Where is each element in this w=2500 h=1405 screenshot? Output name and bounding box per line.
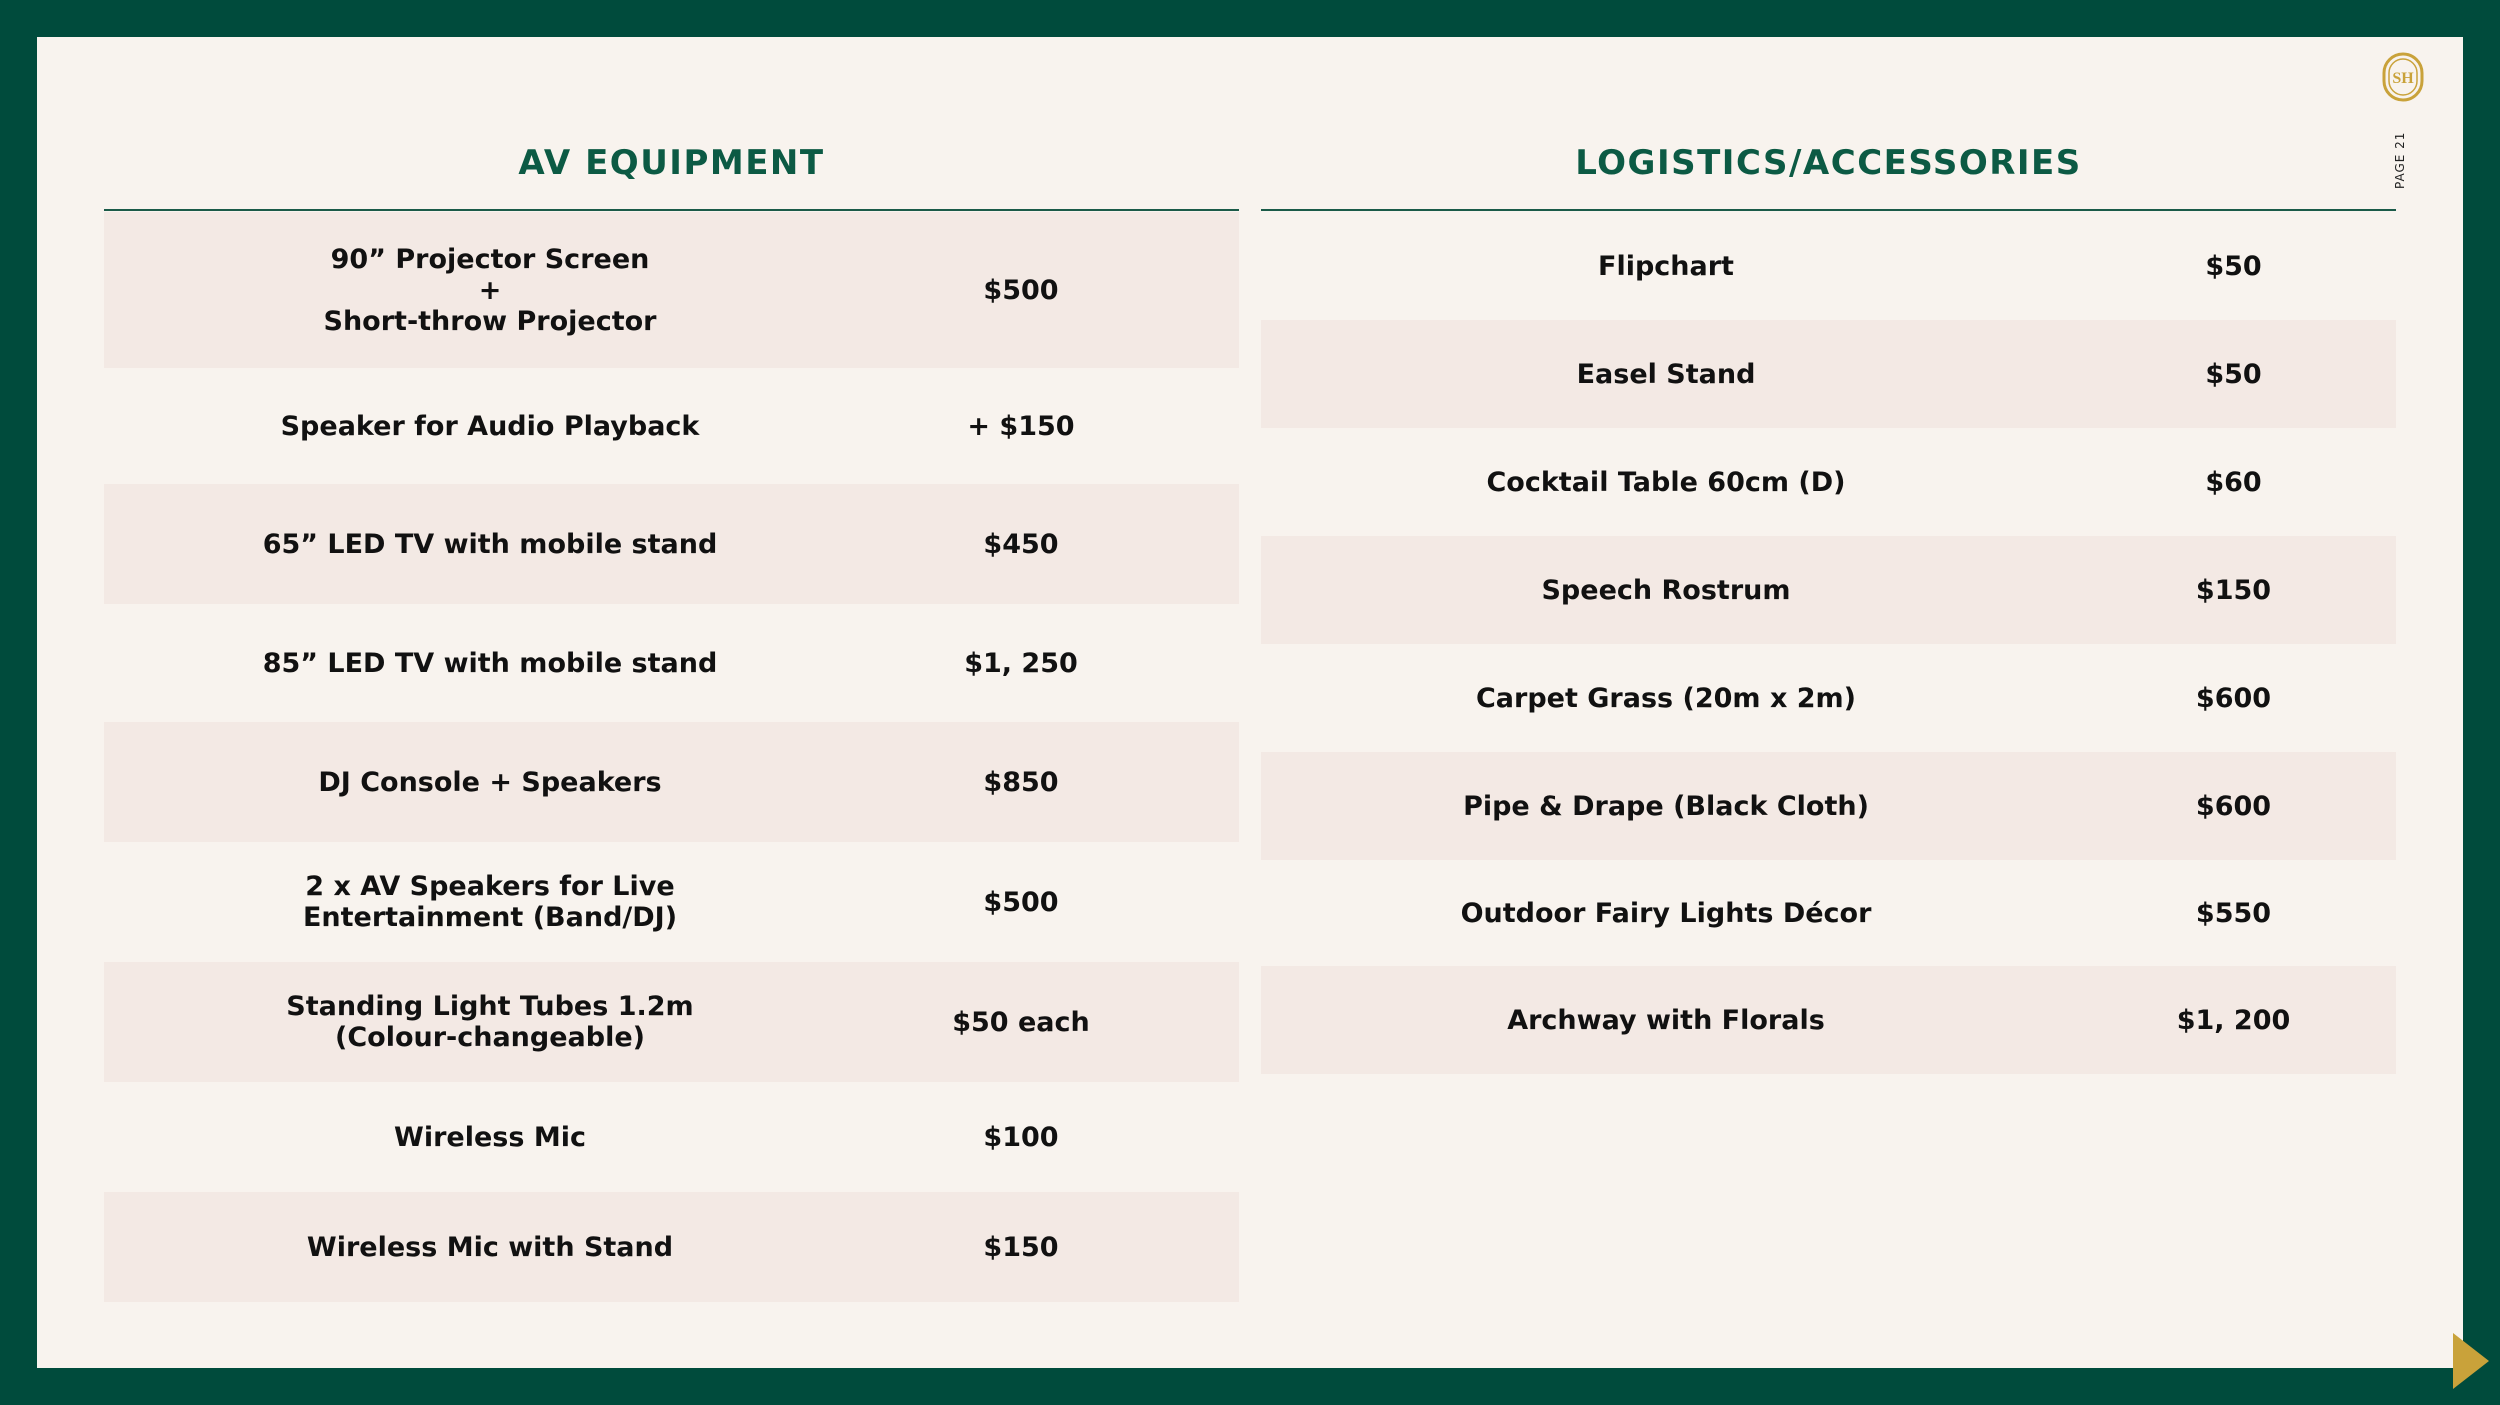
item-price: $500	[983, 274, 1059, 306]
item-name	[1261, 791, 2071, 822]
item-name-line: +	[478, 274, 502, 306]
item-name	[104, 1232, 876, 1263]
item-name	[1261, 683, 2071, 714]
item-name-line: Cocktail Table 60cm (D)	[1486, 466, 1846, 498]
table-row	[104, 842, 1239, 962]
item-price: $100	[983, 1121, 1059, 1153]
table-row	[1261, 966, 2396, 1074]
table-row	[104, 722, 1239, 842]
item-name-line: 2 x AV Speakers for Live	[305, 871, 675, 902]
table-row	[1261, 320, 2396, 428]
item-name	[104, 1122, 876, 1153]
item-name	[1261, 1005, 2071, 1036]
table-row	[1261, 428, 2396, 536]
next-page-arrow-icon[interactable]	[2453, 1333, 2489, 1389]
item-name	[104, 529, 876, 560]
table-row	[104, 604, 1239, 722]
page	[37, 37, 2463, 1368]
table-row	[104, 1192, 1239, 1302]
table-row	[104, 1082, 1239, 1192]
item-name	[1261, 359, 2071, 390]
item-name-line: Pipe & Drape (Black Cloth)	[1463, 790, 1869, 822]
item-name-line: 90” Projector Screen	[330, 243, 650, 275]
item-price: $1, 250	[964, 647, 1078, 679]
item-name-line: Speaker for Audio Playback	[280, 410, 700, 442]
item-price: + $150	[967, 410, 1075, 442]
item-name	[104, 767, 876, 798]
page-number: PAGE 21	[2393, 131, 2407, 189]
item-price: $50	[2205, 358, 2262, 390]
item-price: $150	[2195, 574, 2272, 606]
brand-logo-text: SH	[2392, 70, 2414, 87]
item-price: $600	[2195, 790, 2272, 822]
table-row	[1261, 212, 2396, 320]
table-row	[1261, 860, 2396, 966]
table-row	[1261, 536, 2396, 644]
item-price: $50	[2205, 250, 2262, 282]
item-name-line: Short-throw Projector	[323, 305, 657, 337]
item-name-line: Flipchart	[1598, 250, 1734, 282]
item-name-line: 85” LED TV with mobile stand	[262, 647, 718, 679]
item-price: $500	[983, 886, 1059, 918]
item-name	[104, 648, 876, 679]
brand-logo-icon	[2382, 52, 2424, 102]
item-price: $850	[983, 766, 1059, 798]
item-name-line: (Colour-changeable)	[334, 1022, 645, 1053]
item-price: $550	[2195, 897, 2272, 929]
item-name	[1261, 467, 2071, 498]
table-row	[104, 368, 1239, 484]
item-name	[1261, 898, 2071, 929]
item-name-line: Speech Rostrum	[1541, 574, 1791, 606]
item-price: $1, 200	[2176, 1004, 2291, 1036]
item-name-line: DJ Console + Speakers	[318, 766, 662, 798]
item-name-line: Easel Stand	[1576, 358, 1756, 390]
item-price: $450	[983, 528, 1059, 560]
item-name-line: Carpet Grass (20m x 2m)	[1475, 682, 1857, 714]
item-name-line: Wireless Mic with Stand	[306, 1231, 674, 1263]
item-name-line: Outdoor Fairy Lights Décor	[1460, 897, 1872, 929]
item-price: $50 each	[952, 1006, 1090, 1038]
item-name-line: Wireless Mic	[394, 1121, 586, 1153]
logistics-title: LOGISTICS/ACCESSORIES	[1575, 143, 2082, 183]
divider-line	[104, 209, 1239, 211]
table-row	[1261, 644, 2396, 752]
divider-line	[1261, 209, 2396, 211]
item-name	[1261, 251, 2071, 282]
table-row	[104, 212, 1239, 368]
table-row	[1261, 752, 2396, 860]
item-name-line: Archway with Florals	[1507, 1004, 1825, 1036]
item-price: $60	[2205, 466, 2262, 498]
item-name	[104, 411, 876, 442]
item-name	[104, 244, 876, 337]
item-name	[104, 871, 876, 933]
table-row	[104, 962, 1239, 1082]
item-name-line: Standing Light Tubes 1.2m	[286, 991, 694, 1022]
table-row	[104, 484, 1239, 604]
av-equipment-title: AV EQUIPMENT	[518, 143, 825, 183]
item-price: $600	[2195, 682, 2272, 714]
item-name-line: Entertainment (Band/DJ)	[302, 902, 678, 933]
item-name	[104, 991, 876, 1053]
item-name	[1261, 575, 2071, 606]
item-name-line: 65” LED TV with mobile stand	[262, 528, 718, 560]
item-price: $150	[983, 1231, 1059, 1263]
